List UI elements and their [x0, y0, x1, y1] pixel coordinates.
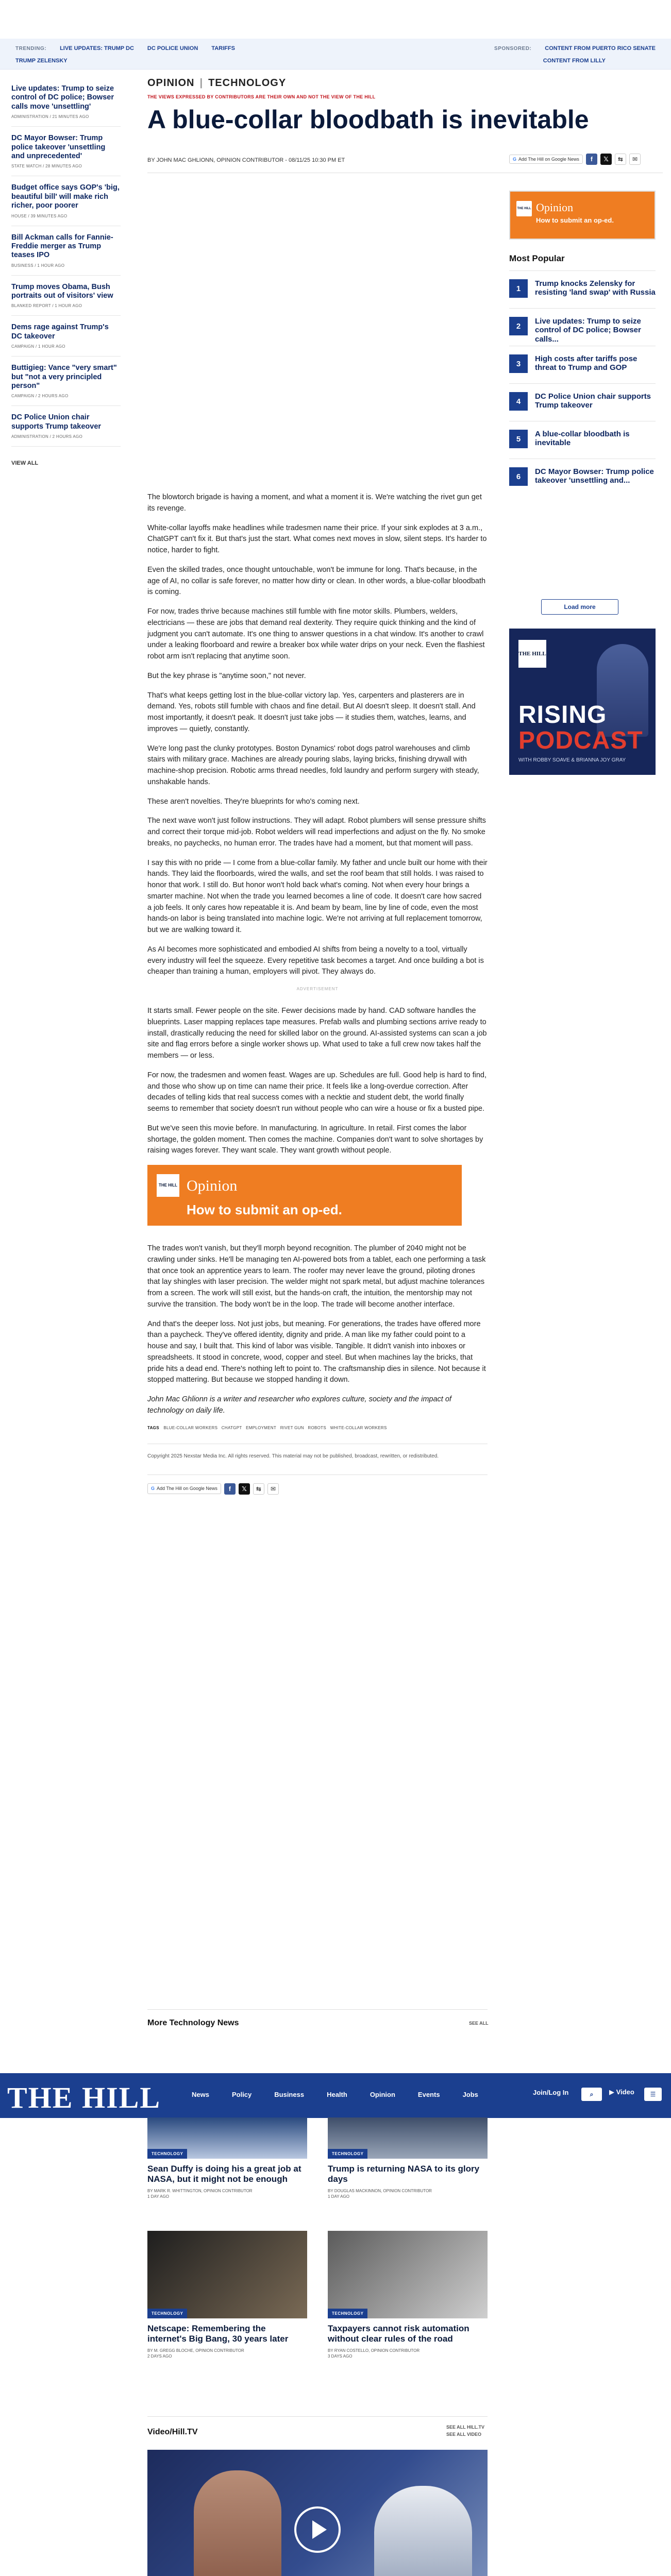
- divider: [147, 2416, 488, 2417]
- left-story-title[interactable]: Buttigieg: Vance "very smart" but "not a very principled person": [11, 364, 117, 391]
- left-story-meta: BUSINESS / 1 HOUR AGO: [11, 263, 65, 268]
- rank-number: 5: [509, 430, 528, 448]
- left-story-meta: ADMINISTRATION / 2 HOURS AGO: [11, 434, 83, 439]
- article-paragraph: Even the skilled trades, once thought untouchable, won't be immune for long. That's because, in the age of AI, no collar is safe forever, no matter how dirty or clean. In other words, a blue-collar bloodbath is coming.: [147, 565, 486, 597]
- nav-events[interactable]: Events: [417, 2091, 440, 2098]
- story-title[interactable]: Trump is returning NASA to its glory days: [328, 2164, 480, 2184]
- opinion-disclaimer: THE VIEWS EXPRESSED BY CONTRIBUTORS ARE THEIR OWN AND NOT THE VIEW OF THE HILL: [147, 94, 376, 99]
- most-popular-title[interactable]: High costs after tariffs pose threat to Trump and GOP: [535, 354, 638, 372]
- article-body: [147, 492, 488, 1495]
- story-byline: [328, 2348, 488, 2359]
- story-title[interactable]: Sean Duffy is doing his a great job at NASA, but it might not be enough: [147, 2164, 301, 2184]
- category-badge: TECHNOLOGY: [328, 2309, 367, 2318]
- tag-link[interactable]: CHATGPT: [221, 1425, 242, 1430]
- article-headline: A blue-collar bloodbath is inevitable: [147, 105, 589, 134]
- story-title[interactable]: Netscape: Remembering the internet's Big Bang, 30 years later: [147, 2324, 289, 2344]
- facebook-icon[interactable]: f: [224, 1483, 236, 1495]
- podcast-label: PODCAST: [518, 727, 643, 754]
- tag-link[interactable]: BLUE-COLLAR WORKERS: [163, 1425, 218, 1430]
- opinion-submit-ad[interactable]: [509, 191, 656, 240]
- story-card[interactable]: [147, 2231, 307, 2359]
- trending-link-police[interactable]: DC POLICE UNION: [147, 45, 198, 52]
- story-byline: [328, 2188, 488, 2199]
- left-story-title[interactable]: DC Mayor Bowser: Trump police takeover 'unsettling and unprecedented': [11, 134, 106, 160]
- the-hill-logo-small: THE HILL: [157, 1174, 179, 1197]
- trending-bar: [0, 39, 671, 70]
- left-story-meta: BLANKED REPORT / 1 HOUR AGO: [11, 303, 82, 309]
- trending-link-tariffs[interactable]: TARIFFS: [211, 45, 235, 52]
- left-story-item[interactable]: [11, 176, 121, 226]
- sponsored-label: SPONSORED:: [494, 45, 532, 52]
- speaker-photo: [194, 2470, 281, 2576]
- left-story-item[interactable]: [11, 406, 121, 447]
- advertisement-label: ADVERTISEMENT: [296, 987, 339, 991]
- see-all-video-link[interactable]: SEE ALL VIDEO: [446, 2432, 482, 2437]
- rank-number: 3: [509, 354, 528, 373]
- see-all-hilltv-link[interactable]: SEE ALL HILL.TV: [446, 2425, 485, 2430]
- story-image: [328, 2117, 488, 2159]
- most-popular-item[interactable]: [509, 459, 656, 496]
- most-popular-title[interactable]: Live updates: Trump to seize control of DC police; Bowser calls...: [535, 317, 641, 344]
- opinion-banner-cta: How to submit an op-ed.: [187, 1202, 342, 1217]
- divider: [147, 2009, 488, 2010]
- category-badge: TECHNOLOGY: [328, 2149, 367, 2159]
- left-story-meta: HOUSE / 39 MINUTES AGO: [11, 213, 68, 218]
- story-card[interactable]: [147, 2117, 307, 2199]
- opinion-ad-cta: How to submit an op-ed.: [536, 216, 614, 224]
- opinion-ad-title: Opinion: [536, 201, 574, 214]
- google-news-label: Add The Hill on Google News: [518, 157, 579, 162]
- share-toolbar: [509, 154, 641, 165]
- left-story-item[interactable]: [11, 357, 121, 406]
- left-story-item[interactable]: [11, 226, 121, 276]
- left-story-title[interactable]: Budget office says GOP's 'big, beautiful bill' will make rich richer, poor poorer: [11, 183, 120, 210]
- google-news-label: Add The Hill on Google News: [157, 1485, 217, 1491]
- left-story-title[interactable]: DC Police Union chair supports Trump takeover: [11, 413, 102, 431]
- the-hill-logo-small: THE HILL: [516, 201, 532, 216]
- share-toolbar-bottom: [147, 1475, 488, 1495]
- left-story-meta: CAMPAIGN / 2 HOURS AGO: [11, 394, 69, 399]
- article-paragraph: White-collar layoffs make headlines while tradesmen name their price. If your sink explodes at 3 a.m., ChatGPT can't fix it. But that's just the start. What comes next moves in slow, silent steps. It's harder to notice, harder to fight.: [147, 523, 487, 554]
- paragraph-text: The blowtorch brigade is having a moment, and what a moment it is. We're watching the rivet gun get its revenge.: [147, 493, 482, 513]
- most-popular-item[interactable]: [509, 383, 656, 421]
- google-news-button[interactable]: [147, 1483, 221, 1495]
- nav-business[interactable]: Business: [274, 2091, 305, 2098]
- byline-text: BY RYAN COSTELLO, OPINION CONTRIBUTOR: [328, 2348, 420, 2353]
- menu-icon[interactable]: ☰: [644, 2088, 662, 2101]
- tag-link[interactable]: ROBOTS: [308, 1425, 326, 1430]
- story-card[interactable]: [328, 2117, 488, 2199]
- timestamp: 2 DAYS AGO: [147, 2354, 172, 2359]
- opinion-submit-banner[interactable]: [147, 1165, 462, 1226]
- rank-number: 4: [509, 392, 528, 411]
- sponsored-link-lilly[interactable]: CONTENT FROM LILLY: [543, 58, 606, 64]
- most-popular-item[interactable]: [509, 270, 656, 308]
- nav-policy[interactable]: Policy: [231, 2091, 252, 2098]
- email-icon[interactable]: ✉: [629, 154, 641, 165]
- byline-text: BY MARK R. WHITTINGTON, OPINION CONTRIBUTOR: [147, 2189, 253, 2194]
- nav-opinion[interactable]: Opinion: [370, 2091, 395, 2098]
- article-paragraph: The next wave won't just follow instructions. They will adapt. Robot plumbers will sense pressure shifts and correct their torque mid-job. Robot welders will read imperfections and adjust on the fly. No smoke breaks, no paychecks, no human error. The trades have had a moment, but that moment will pass.: [147, 817, 486, 848]
- x-twitter-icon[interactable]: 𝕏: [600, 154, 612, 165]
- nav-jobs[interactable]: Jobs: [462, 2091, 478, 2098]
- left-story-item[interactable]: [11, 316, 121, 357]
- sticky-navbar: [0, 2073, 671, 2118]
- most-popular-title[interactable]: A blue-collar bloodbath is inevitable: [535, 430, 630, 448]
- left-trending-column: [11, 77, 121, 466]
- story-image: [147, 2117, 307, 2159]
- story-image: [328, 2231, 488, 2318]
- article-paragraph: For now, trades thrive because machines still fumble with fine motor skills. Plumbers, welders, electricians — these are jobs that demand real dexterity. They require quick thinking and the kind of judgment you can't automate. It's one thing to answer questions in a chat window. It's another to crawl under a leaking floorboard and rewire a breaker box while water drips on your neck. Even the flashiest robot arm isn't replacing that anytime soon.: [147, 607, 485, 660]
- most-popular-item[interactable]: [509, 308, 656, 346]
- left-story-title[interactable]: Live updates: Trump to seize control of DC police; Bowser calls move 'unsettling': [11, 84, 114, 111]
- byline-text: BY M. GREGG BLOCHE, OPINION CONTRIBUTOR: [147, 2348, 244, 2353]
- article-paragraph: The trades won't vanish, but they'll morph beyond recognition. The plumber of 2040 might not be crawling under sinks. He'll be managing ten AI-powered bots from a tablet, each one performing a task that once took an apprentice years to learn. The roofer may never leave the ground, piloting drones that lay shingles with laser precision. The welder might not spark metal, but adjust machine tolerances from a screen. The work will still exist, but the hands-on craft, the intuition, the mentorship may not survive the transition. The body won't be in the loop. The trade will become another interface.: [147, 1244, 486, 1309]
- section-technology-link[interactable]: TECHNOLOGY: [208, 77, 287, 89]
- share-link-icon[interactable]: ⇆: [253, 1483, 264, 1495]
- article-paragraph: It starts small. Fewer people on the site. Fewer decisions made by hand. CAD software handles the blueprints. Laser mapping replaces tape measures. Prefab walls and plumbing sections arrive ready to install, drastically reducing the need for skilled labor on the ground. AI-assisted systems can scan a job site and flag errors before a single worker shows up. What used to take a full crew now takes half the members — or less.: [147, 1007, 487, 1060]
- article-paragraph: But we've seen this movie before. In manufacturing. In agriculture. In retail. First comes the labor shortage, the golden moment. Then comes the machine. Companies don't want to solve shortages by raising wages forever. They want scale. They want growth without people.: [147, 1124, 483, 1155]
- nav-links: [192, 2091, 478, 2098]
- podcast-rising-label: RISING: [518, 701, 607, 728]
- article-paragraph: These aren't novelties. They're blueprints for who's coming next.: [147, 797, 360, 806]
- podcast-hosts: WITH ROBBY SOAVE & BRIANNA JOY GRAY: [518, 757, 626, 763]
- left-story-meta: ADMINISTRATION / 21 MINUTES AGO: [11, 114, 89, 120]
- trending-link-zelensky[interactable]: TRUMP ZELENSKY: [15, 58, 68, 64]
- rank-number: 6: [509, 467, 528, 486]
- section-opinion-link[interactable]: OPINION: [147, 77, 195, 89]
- most-popular-item[interactable]: [509, 421, 656, 459]
- story-title[interactable]: Taxpayers cannot risk automation without clear rules of the road: [328, 2324, 469, 2344]
- featured-video[interactable]: [147, 2450, 488, 2576]
- tag-link[interactable]: RIVET GUN: [280, 1425, 304, 1430]
- google-news-button[interactable]: [509, 155, 583, 164]
- rank-number: 1: [509, 279, 528, 298]
- category-badge: TECHNOLOGY: [147, 2149, 187, 2159]
- most-popular-title[interactable]: DC Mayor Bowser: Trump police takeover 'unsettling and...: [535, 467, 654, 485]
- article-paragraph: We're long past the clunky prototypes. Boston Dynamics' robot dogs patrol warehouses and climb stairs with military grace. Machines are already pouring slabs, laying bricks, finishing drywall with machine-shop precision. Robotic arms thread needles, fold laundry and perform surgery with steady, unshakable hands.: [147, 744, 479, 786]
- timestamp: 3 DAYS AGO: [328, 2354, 353, 2359]
- left-story-item[interactable]: [11, 276, 121, 316]
- article-paragraph: As AI becomes more sophisticated and embodied AI shifts from being a novelty to a tool, virtually every industry will feel the squeeze. Every repetitive task becomes a target. And once building a bot is cheaper than training a human, employers will pivot. They always do.: [147, 945, 484, 976]
- timestamp: 1 DAY AGO: [147, 2194, 169, 2199]
- byline-text: BY DOUGLAS MACKINNON, OPINION CONTRIBUTOR: [328, 2189, 432, 2194]
- trending-label: TRENDING:: [15, 45, 47, 52]
- left-story-title[interactable]: Bill Ackman calls for Fannie-Freddie merger as Trump teases IPO: [11, 233, 113, 260]
- most-popular-title[interactable]: DC Police Union chair supports Trump takeover: [535, 392, 651, 410]
- tags-label: TAGS: [147, 1425, 159, 1430]
- nav-video-label: Video: [616, 2088, 634, 2096]
- left-story-item[interactable]: [11, 127, 121, 176]
- sponsored-link-pr[interactable]: CONTENT FROM PUERTO RICO SENATE: [545, 45, 656, 52]
- google-news-icon: G: [513, 157, 517, 162]
- most-popular-heading: Most Popular: [509, 253, 565, 263]
- tags-row: [147, 1425, 488, 1431]
- rising-podcast-promo[interactable]: [509, 629, 656, 775]
- trending-link-dc[interactable]: LIVE UPDATES: TRUMP DC: [60, 45, 134, 52]
- article-paragraph: I say this with no pride — I come from a blue-collar family. My father and uncle built our home with their hands. They laid the floorboards, wired the walls, and set the roof beam that still holds. I was raised to honor that work. I still do. But honor won't hold back what's coming. Not when every hour brings a smarter machine. Not when the trade you learned becomes a line of code. It doesn't care how sacred a job feels. It only cares how repeatable it is. And beam by beam, line by line of code, even the most hands-on labor is being translated into machine logic. We're not arriving at full replacement tomorrow, but we are walking toward it.: [147, 858, 488, 934]
- left-story-title[interactable]: Dems rage against Trump's DC takeover: [11, 323, 109, 341]
- more-tech-heading: More Technology News: [147, 2019, 239, 2027]
- article-paragraph: That's what keeps getting lost in the blue-collar victory lap. Yes, carpenters and plasterers are in demand. Yes, robots still fumble with chaos and fine detail. But AI doesn't sleep. It doesn't stall. And most importantly, it doesn't peak. It doesn't just take jobs — it studies them, watches, learns, and improves — quietly, constantly.: [147, 691, 476, 733]
- copyright-notice: Copyright 2025 Nexstar Media Inc. All rights reserved. This material may not be published, broadcast, rewritten, or redistributed.: [147, 1444, 488, 1460]
- capitol-dome-image: [374, 2486, 472, 2576]
- view-all-link[interactable]: VIEW ALL: [11, 460, 39, 467]
- article-paragraph: But the key phrase is "anytime soon," not never.: [147, 671, 306, 680]
- most-popular-item[interactable]: [509, 346, 656, 383]
- timestamp: 1 DAY AGO: [328, 2194, 349, 2199]
- load-more-button[interactable]: Load more: [541, 599, 618, 615]
- section-breadcrumb: OPINION | TECHNOLOGY: [147, 77, 287, 89]
- nav-news[interactable]: News: [192, 2091, 209, 2098]
- opinion-banner-title: Opinion: [187, 1177, 238, 1194]
- search-icon[interactable]: ⌕: [581, 2088, 602, 2101]
- rank-number: 2: [509, 317, 528, 335]
- share-link-icon[interactable]: ⇆: [615, 154, 626, 165]
- tag-link[interactable]: EMPLOYMENT: [246, 1425, 277, 1430]
- category-badge: TECHNOLOGY: [147, 2309, 187, 2318]
- nav-video-link[interactable]: ▶ Video: [609, 2088, 634, 2096]
- article-byline: BY JOHN MAC GHLIONN, OPINION CONTRIBUTOR - 08/11/25 10:30 PM ET: [147, 157, 345, 163]
- article-paragraph: For now, the tradesmen and women feast. Wages are up. Schedules are full. Good help is hard to find, and those who show up on time can name their price. It feels like a long-overdue correction. After decades of telling kids that real success comes with a necktie and student debt, the world finally seems to remember that society doesn't run without people who can wire a house or fix a busted pipe.: [147, 1071, 487, 1113]
- tag-link[interactable]: WHITE-COLLAR WORKERS: [330, 1425, 387, 1430]
- left-story-item[interactable]: [11, 77, 121, 127]
- the-hill-logo[interactable]: THE HILL: [7, 2081, 161, 2114]
- story-image: [147, 2231, 307, 2318]
- author-note: John Mac Ghlionn is a writer and researcher who explores culture, society and the impact of technology on daily life.: [147, 1395, 451, 1415]
- story-card[interactable]: [328, 2231, 488, 2359]
- story-byline: [147, 2188, 307, 2199]
- article-paragraph: [147, 492, 488, 515]
- left-story-title[interactable]: Trump moves Obama, Bush portraits out of visitors' view: [11, 282, 113, 300]
- left-story-meta: STATE WATCH / 28 MINUTES AGO: [11, 164, 82, 169]
- join-login-link[interactable]: Join/Log In: [533, 2089, 569, 2096]
- see-all-link[interactable]: SEE ALL: [469, 2021, 489, 2026]
- story-byline: [147, 2348, 307, 2359]
- facebook-icon[interactable]: f: [586, 154, 597, 165]
- google-news-icon: G: [151, 1485, 155, 1491]
- play-icon[interactable]: [294, 2506, 341, 2553]
- most-popular-list: [509, 270, 656, 496]
- article-paragraph: And that's the deeper loss. Not just jobs, but meaning. For generations, the trades have offered more than a paycheck. They've offered identity, dignity and pride. A man like my father could point to a house and say, I built that. This kind of labor was visible. Tangible. It didn't vanish into inboxes or spreadsheets. It stood in concrete, wood, copper and steel. But when machines lay the bricks, that pride hits a dead end. There's nothing left to point to. The craftsmanship dies in silence. Not because it stopped mattering. But because we stopped handing it down.: [147, 1319, 486, 1384]
- video-section-heading: Video/Hill.TV: [147, 2428, 198, 2436]
- nav-health[interactable]: Health: [327, 2091, 347, 2098]
- x-twitter-icon[interactable]: 𝕏: [239, 1483, 250, 1495]
- email-icon[interactable]: ✉: [267, 1483, 279, 1495]
- the-hill-logo: THE HILL: [518, 640, 546, 668]
- most-popular-title[interactable]: Trump knocks Zelensky for resisting 'land swap' with Russia: [535, 279, 656, 297]
- left-story-meta: CAMPAIGN / 1 HOUR AGO: [11, 344, 65, 349]
